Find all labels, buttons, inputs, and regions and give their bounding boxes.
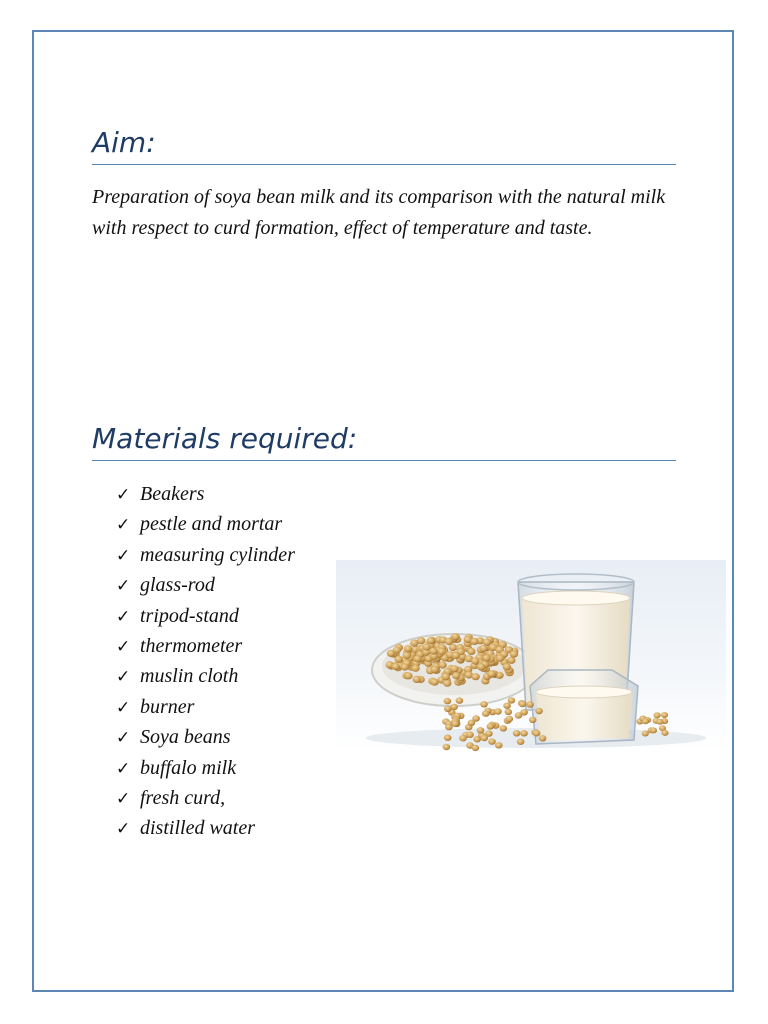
list-item: ✓ buffalo milk — [116, 753, 295, 783]
checkmark-icon: ✓ — [116, 636, 131, 656]
materials-list — [116, 479, 295, 844]
list-item: ✓ distilled water — [116, 813, 295, 843]
checkmark-icon: ✓ — [116, 485, 131, 504]
aim-text: Preparation of soya bean milk and its comparison with the natural milk with respect to curd formation, effect of temperature and taste. — [92, 186, 666, 239]
list-item: ✓ measuring cylinder — [116, 540, 295, 570]
list-item: ✓ thermometer — [116, 631, 295, 661]
checkmark-icon: ✓ — [116, 576, 131, 596]
list-item: ✓ burner — [116, 692, 295, 722]
checkmark-icon: ✓ — [116, 758, 131, 778]
list-item: ✓ Soya beans — [116, 722, 295, 752]
checkmark-icon: ✓ — [116, 728, 131, 748]
list-item: ✓ muslin cloth — [116, 661, 295, 691]
checkmark-icon: ✓ — [116, 667, 131, 687]
list-item: ✓ Beakers — [116, 479, 295, 509]
materials-heading: Materials required: — [92, 422, 676, 461]
checkmark-icon: ✓ — [116, 515, 131, 535]
list-item: ✓ pestle and mortar — [116, 509, 295, 539]
checkmark-icon: ✓ — [116, 788, 131, 808]
checkmark-icon: ✓ — [116, 819, 131, 839]
list-item: ✓ tripod-stand — [116, 601, 295, 631]
soya-milk-illustration — [336, 560, 726, 752]
list-item: ✓ glass-rod — [116, 570, 295, 600]
soya-milk-photo — [336, 560, 726, 752]
checkmark-icon: ✓ — [116, 606, 131, 626]
checkmark-icon: ✓ — [116, 697, 131, 717]
aim-heading: Aim: — [92, 126, 676, 165]
checkmark-icon: ✓ — [116, 545, 131, 565]
list-item: ✓ fresh curd, — [116, 783, 295, 813]
